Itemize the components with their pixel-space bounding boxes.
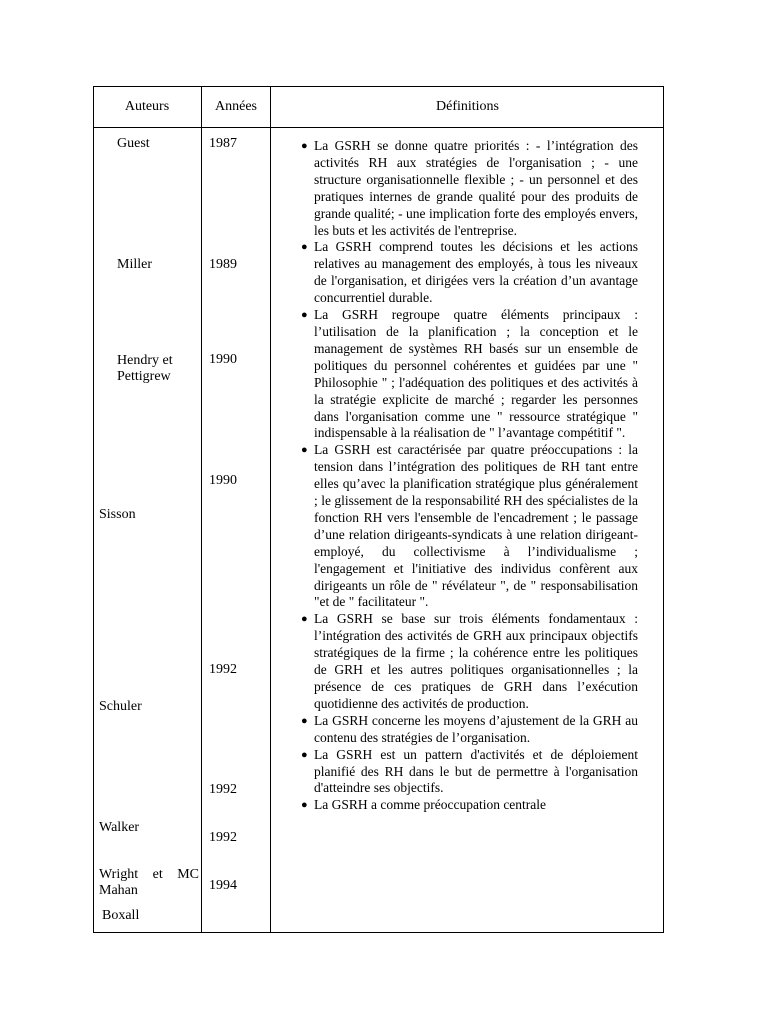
column-divider-1 bbox=[201, 86, 202, 933]
auteur-miller: Miller bbox=[117, 257, 152, 272]
auteur-sisson: Sisson bbox=[99, 507, 136, 522]
column-divider-2 bbox=[270, 86, 271, 933]
definition-text: La GSRH se base sur trois éléments fondamentaux : l’intégration des activités de GRH aux principaux objectifs stratégiques de la firme ; la cohérence entre les politiques de GRH et les autres politiques organisationnelles ; la présence de ces pratiques de GRH dans l’exécution quotidienne des activités de production. bbox=[314, 611, 638, 711]
annee-hendry-pettigrew: 1990 bbox=[209, 352, 237, 367]
auteur-walker: Walker bbox=[99, 820, 140, 835]
header-auteurs: Auteurs bbox=[124, 99, 170, 114]
annee-boxall: 1994 bbox=[209, 878, 237, 893]
definition-text: La GSRH regroupe quatre éléments principaux : l’utilisation de la planification ; la conception et le management de systèmes RH basés sur un ensemble de politiques du personnel cohérentes et guidées par une " Philosophie " ; l'adéquation des politiques et des activités à la stratégie explicite de marché ; regarder les personnes dans l'organisation comme une " ressource stratégique " indispensable à la réalisation de " l’avantage compétitif ". bbox=[314, 307, 638, 441]
auteur-schuler: Schuler bbox=[99, 699, 142, 714]
definition-item-boxall bbox=[301, 797, 638, 814]
bullet-icon: ● bbox=[301, 309, 308, 322]
definition-item-hendry-pettigrew bbox=[301, 307, 638, 442]
definition-text: La GSRH concerne les moyens d’ajustement de la GRH au contenu des stratégies de l’organisation. bbox=[314, 712, 638, 745]
annee-schuler: 1992 bbox=[209, 662, 237, 677]
definition-item-wright-mcmahan bbox=[301, 746, 638, 798]
annee-guest: 1987 bbox=[209, 136, 237, 151]
table-border-bottom bbox=[93, 932, 664, 933]
auteur-wright-mcmahan: Wright et MC Mahan bbox=[99, 867, 199, 898]
definitions-table bbox=[93, 86, 664, 933]
definition-item-guest bbox=[301, 138, 638, 239]
annee-wright-mcmahan: 1992 bbox=[209, 830, 237, 845]
bullet-icon: ● bbox=[301, 799, 308, 812]
table-border-top bbox=[93, 86, 664, 87]
annee-walker: 1992 bbox=[209, 782, 237, 797]
annee-miller: 1989 bbox=[209, 257, 237, 272]
header-definitions: Définitions bbox=[436, 99, 499, 114]
header-separator bbox=[93, 127, 664, 128]
definition-item-walker bbox=[301, 712, 638, 747]
definition-text: La GSRH se donne quatre priorités : - l’intégration des activités RH aux stratégies de l'organisation ; - une structure organisationnelle flexible ; - un personnel et des pratiques internes de grande qualité pour des produits de grande qualité; - une implication forte des employés envers, les buts et les activités de l'entreprise. bbox=[314, 138, 638, 238]
bullet-icon: ● bbox=[301, 444, 308, 457]
auteur-hendry-pettigrew: Hendry et Pettigrew bbox=[117, 353, 173, 384]
bullet-icon: ● bbox=[301, 613, 308, 626]
definition-item-sisson bbox=[301, 442, 638, 611]
auteur-guest: Guest bbox=[117, 136, 150, 151]
bullet-icon: ● bbox=[301, 241, 308, 254]
header-annees: Années bbox=[215, 99, 257, 114]
definitions-list bbox=[301, 138, 638, 814]
auteur-boxall: Boxall bbox=[102, 908, 140, 923]
definition-item-miller bbox=[301, 239, 638, 307]
definition-text: La GSRH comprend toutes les décisions et les actions relatives au management des employés, à tous les niveaux de l'organisation, et dirigées vers la création d’un avantage concurrentiel durable. bbox=[314, 239, 638, 306]
definition-text: La GSRH est un pattern d'activités et de déploiement planifié des RH dans le but de permettre à l'organisation d'atteindre ses objectifs. bbox=[314, 746, 638, 796]
table-border-left bbox=[93, 86, 94, 933]
bullet-icon: ● bbox=[301, 140, 308, 152]
table-border-right bbox=[663, 86, 664, 933]
definition-text: La GSRH a comme préoccupation centrale bbox=[314, 797, 547, 813]
bullet-icon: ● bbox=[301, 748, 308, 761]
definition-text: La GSRH est caractérisée par quatre préoccupations : la tension dans l’intégration des politiques de RH tant entre elles qu’avec la planification stratégique plus généralement ; le glissement de la responsabilité RH des spécialistes de la fonction RH vers l'ensemble de l'encadrement ; le passage d’une relation dirigeants-syndicats à une relation dirigeant-employé, du collectivisme à l’individualisme ; l'engagement et l'initiative des individus confèrent aux dirigeants un rôle de " révélateur ", de " responsabilisation "et de " facilitateur ". bbox=[314, 442, 638, 610]
bullet-icon: ● bbox=[301, 714, 308, 727]
annee-sisson: 1990 bbox=[209, 473, 237, 488]
definition-item-schuler bbox=[301, 611, 638, 712]
